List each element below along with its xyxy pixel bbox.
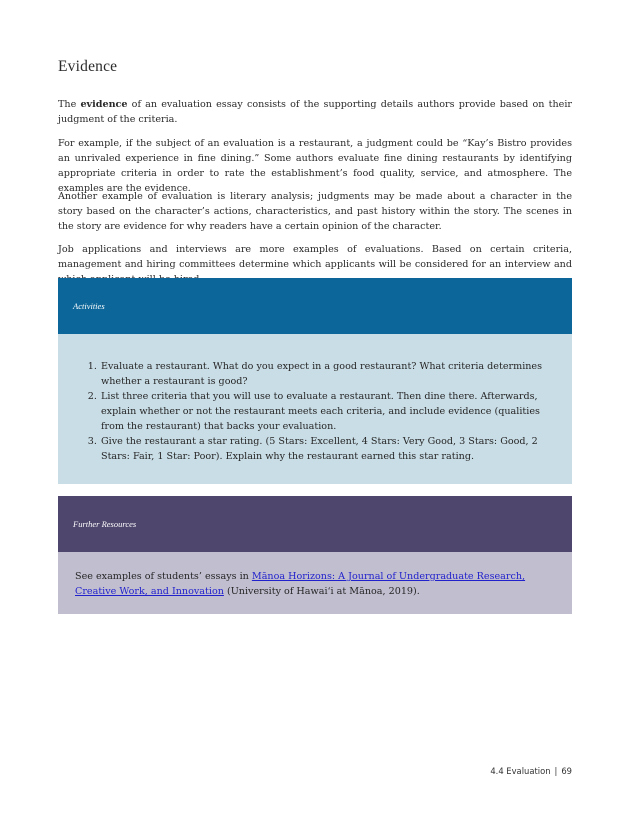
activity-item-1: 1. Evaluate a restaurant. What do you expect in a good restaurant? What criteria determines whether a restaurant is good? (100, 359, 552, 389)
page-number: 69 (561, 766, 572, 776)
resources-text-pre: See examples of students’ essays in (75, 571, 252, 582)
activity-item-2: 2. List three criteria that you will use to evaluate a restaurant. Then dine there. Afterwards, explain whether or not the restaurant meets each criteria, and include evidence (qualities from the restaurant) that backs your evaluation. (100, 389, 552, 434)
activities-title: Activities (73, 301, 105, 311)
manoa-horizons-link[interactable]: Mānoa Horizons: A Journal of Undergraduate Research, Creative Work, and Innovation (75, 571, 526, 597)
paragraph-literary-example: Another example of evaluation is literary analysis; judgments may be made about a character in the story based on the character’s actions, characteristics, and past history within the story. The scenes in the story are evidence for why readers have a certain opinion of the character. (58, 191, 572, 232)
resources-body (58, 552, 572, 614)
resources-text-post: (University of Hawaiʻi at Mānoa, 2019). (223, 586, 420, 597)
section-heading: Evidence (58, 58, 118, 75)
footer-separator: | (554, 766, 558, 776)
activities-list (82, 359, 552, 464)
resources-title: Further Resources (73, 519, 137, 529)
evidence-term: evidence (80, 99, 128, 110)
activity-item-3: 3. Give the restaurant a star rating. (5 Stars: Excellent, 4 Stars: Very Good, 3 Stars: Good, 2 Stars: Fair, 1 Star: Poor). Explain why the restaurant earned this star rating. (100, 434, 552, 464)
page-footer (490, 766, 572, 776)
resources-header (58, 496, 572, 552)
p1-post: of an evaluation essay consists of the supporting details authors provide based on their judgment of the criteria. (58, 99, 572, 125)
footer-section: 4.4 Evaluation (490, 766, 551, 776)
activities-body (58, 334, 572, 484)
paragraph-job-example: Job applications and interviews are more examples of evaluations. Based on certain criteria, management and hiring committees determine which applicants will be considered for an interview and (58, 244, 572, 270)
activities-header (58, 278, 572, 334)
p1-pre: The (58, 99, 81, 110)
paragraph-restaurant-example: For example, if the subject of an evaluation is a restaurant, a judgment could be “Kay’s Bistro provides an unrivaled experience in fine dining.” Some authors evaluate fine dining restaurants by identifying appropriate criteria in order to rate the establishment’s food quality, service, and atmosphere. The examples are the evidence. (58, 138, 572, 194)
paragraph-evidence-definition (58, 97, 572, 127)
